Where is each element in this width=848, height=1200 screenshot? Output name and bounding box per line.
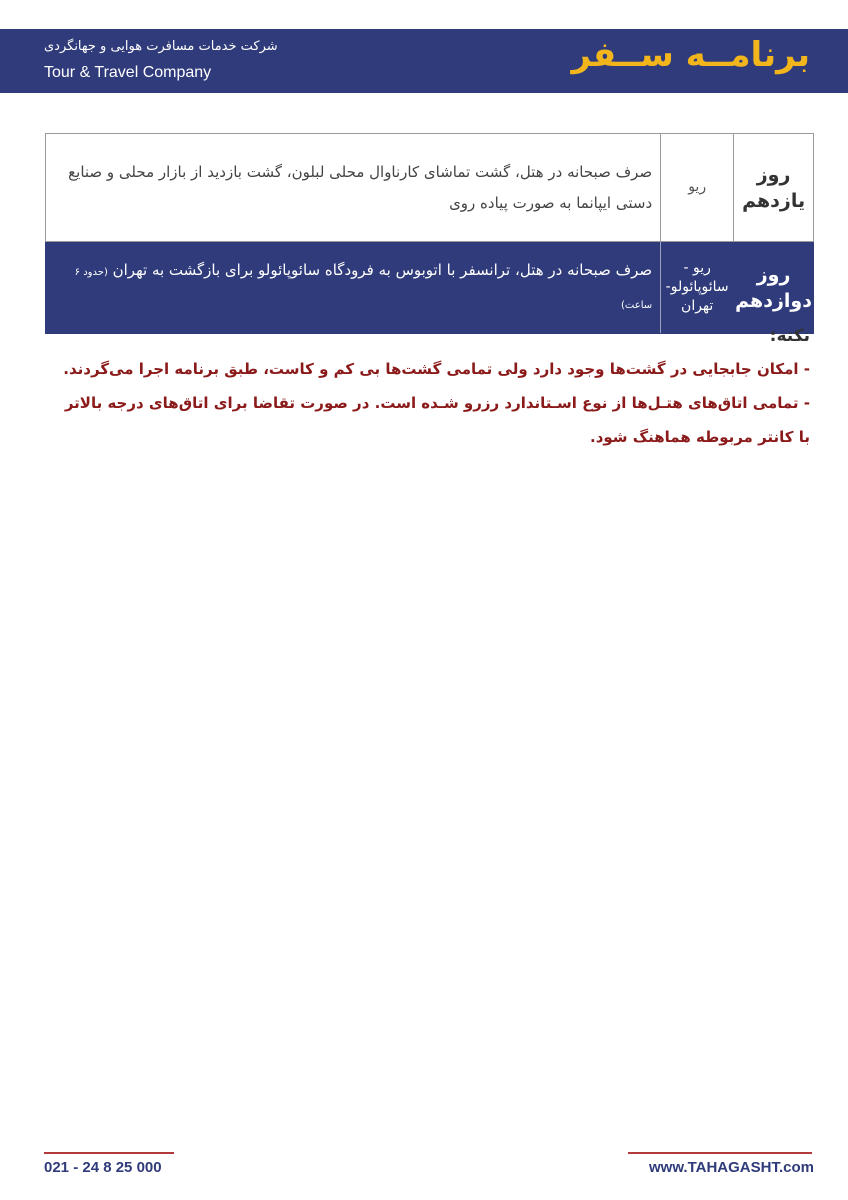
day-cell: روز یازدهم [734, 134, 814, 242]
footer-phone: 021 - 24 8 25 000 [44, 1159, 162, 1176]
footer-website: www.TAHAGASHT.com [648, 1159, 814, 1176]
company-name-en: Tour & Travel Company [44, 64, 212, 81]
note-line: - تمامی اتاق‌های هتـل‌ها از نوع اسـتاندارد رزرو شـده است. در صورت تقاضا برای اتاق‌های درجه بالاتر با کانتر مربوطه هماهنگ شود. [64, 394, 810, 446]
note-line: - امکان جابجایی در گشت‌ها وجود دارد ولی تمامی گشت‌ها بی کم و کاست، طبق برنامه اجرا می‌گردند. [63, 360, 810, 378]
footer-divider-right [628, 1152, 812, 1154]
description-cell: صرف صبحانه در هتل، گشت تماشای کارناوال محلی لبلون، گشت بازدید از بازار محلی و صنایع دستی ایپانما به صورت پیاده روی [46, 134, 661, 242]
day-cell: روز دوازدهم [734, 242, 814, 334]
notes-section [50, 320, 810, 454]
itinerary-table [45, 133, 814, 334]
company-name-fa: شرکت خدمات مسافرت هوایی و جهانگردی [44, 39, 278, 54]
description-text: صرف صبحانه در هتل، ترانسفر با اتوبوس به فرودگاه سائوپائولو برای بازگشت به تهران [112, 260, 653, 279]
table-row [46, 134, 814, 242]
city-cell: ریو [661, 134, 734, 242]
duration-note: (حدود ۶ ساعت) [74, 266, 653, 311]
header-bar [0, 29, 848, 93]
notes-title: نکته: [769, 326, 810, 346]
city-cell: ریو - سائوپائولو- تهران [661, 242, 734, 334]
page-title: برنامــه ســفر [571, 35, 810, 75]
footer-divider-left [44, 1152, 174, 1154]
